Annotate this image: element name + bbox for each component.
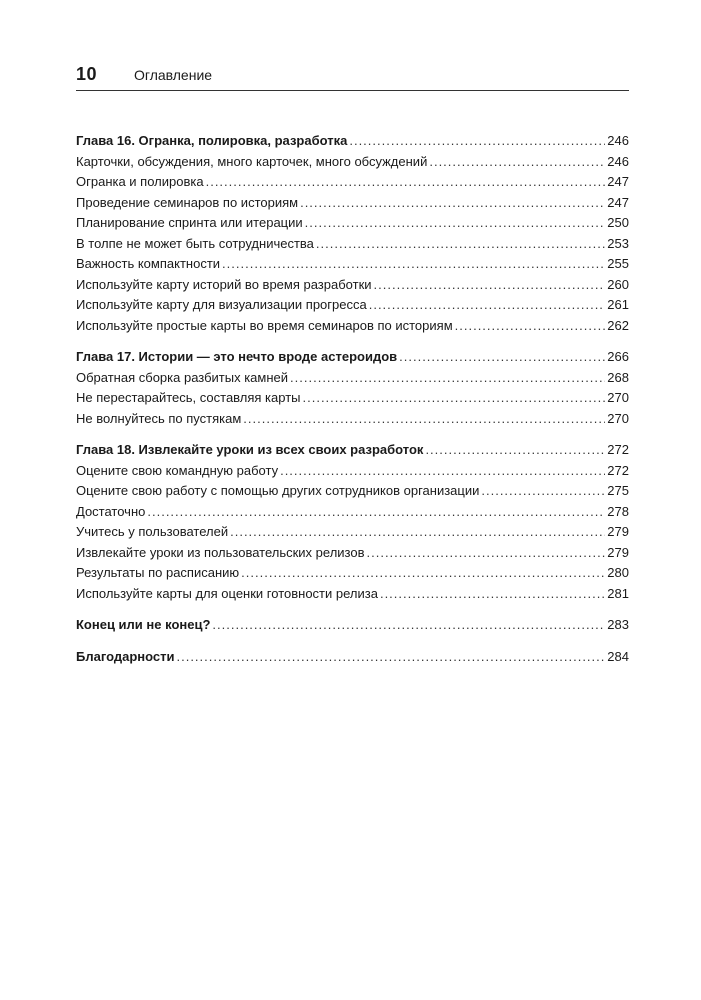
dot-leader — [425, 440, 605, 461]
toc-entry[interactable] — [76, 409, 629, 430]
dot-leader — [176, 647, 605, 668]
toc-page-number: 284 — [607, 648, 629, 664]
toc-chapter-title: Благодарности — [76, 648, 175, 664]
toc-page-number: 278 — [607, 503, 629, 519]
toc-entry-title: Извлекайте уроки из пользовательских релизов — [76, 544, 365, 560]
toc-page-number: 272 — [607, 442, 629, 457]
toc-entry-title: Результаты по расписанию — [76, 565, 240, 580]
toc-page-number: 246 — [607, 133, 629, 148]
toc-entry[interactable] — [76, 254, 629, 275]
toc-entry[interactable] — [76, 275, 629, 296]
toc-page-number: 247 — [607, 174, 629, 189]
toc-chapter-title: Глава 16. Огранка, полировка, разработка — [76, 133, 348, 148]
toc-page-number: 260 — [607, 276, 629, 292]
dot-leader — [212, 615, 605, 636]
toc-entry[interactable] — [76, 461, 629, 482]
toc-entry[interactable] — [76, 172, 629, 193]
running-title: Оглавление — [134, 67, 213, 83]
toc-chapter-title: Глава 17. Истории — это нечто вроде астероидов — [76, 349, 398, 364]
dot-leader — [349, 131, 605, 152]
toc-chapter-title: Конец или не конец? — [76, 617, 211, 632]
toc-page-number: 272 — [607, 462, 629, 478]
toc-page-number: 270 — [607, 390, 629, 405]
toc-page-number: 255 — [607, 256, 629, 271]
toc-entry[interactable] — [76, 522, 629, 543]
toc-page-number: 253 — [607, 235, 629, 251]
toc-entry-title: Используйте карту для визуализации прогресса — [76, 297, 367, 312]
toc-entry-title: Достаточно — [76, 503, 146, 519]
toc-entry-title: В толпе не может быть сотрудничества — [76, 235, 314, 251]
toc-page-number: 275 — [607, 483, 629, 498]
toc-page-number: 270 — [607, 410, 629, 426]
toc-entry[interactable] — [76, 481, 629, 502]
table-of-contents — [76, 131, 629, 678]
dot-leader — [241, 563, 605, 584]
toc-entry[interactable] — [76, 502, 629, 523]
dot-leader — [374, 275, 606, 296]
toc-entry-title: Используйте карты для оценки готовности релиза — [76, 585, 378, 601]
toc-section-chapter-18 — [76, 440, 629, 604]
dot-leader — [300, 193, 605, 214]
dot-leader — [230, 522, 605, 543]
page-header — [76, 62, 629, 91]
toc-chapter-entry[interactable] — [76, 440, 629, 461]
toc-entry[interactable] — [76, 152, 629, 173]
toc-entry-title: Учитесь у пользователей — [76, 524, 229, 539]
toc-page-number: 279 — [607, 524, 629, 539]
toc-entry[interactable] — [76, 388, 629, 409]
toc-entry-title: Не перестарайтесь, составляя карты — [76, 390, 301, 405]
dot-leader — [399, 347, 605, 368]
dot-leader — [369, 295, 606, 316]
toc-entry-title: Обратная сборка разбитых камней — [76, 369, 289, 385]
toc-entry-title: Оцените свою работу с помощью других сотрудников организации — [76, 483, 480, 498]
toc-entry[interactable] — [76, 234, 629, 255]
dot-leader — [455, 316, 606, 337]
toc-entry-title: Используйте карту историй во время разработки — [76, 276, 372, 292]
toc-section-end — [76, 615, 629, 636]
toc-chapter-title: Глава 18. Извлекайте уроки из всех своих разработок — [76, 442, 424, 457]
toc-entry-title: Используйте простые карты во время семинаров по историям — [76, 317, 453, 333]
dot-leader — [280, 461, 605, 482]
toc-entry[interactable] — [76, 563, 629, 584]
toc-page-number: 247 — [607, 194, 629, 210]
toc-entry-title: Огранка и полировка — [76, 174, 204, 189]
toc-entry[interactable] — [76, 368, 629, 389]
toc-section-chapter-17 — [76, 347, 629, 429]
toc-page-number: 281 — [607, 585, 629, 601]
toc-page-number: 268 — [607, 369, 629, 385]
dot-leader — [290, 368, 605, 389]
dot-leader — [429, 152, 605, 173]
toc-section-chapter-16 — [76, 131, 629, 336]
toc-entry-title: Оцените свою командную работу — [76, 462, 279, 478]
toc-entry[interactable] — [76, 316, 629, 337]
toc-entry[interactable] — [76, 543, 629, 564]
dot-leader — [147, 502, 605, 523]
toc-entry-title: Карточки, обсуждения, много карточек, много обсуждений — [76, 153, 428, 169]
dot-leader — [367, 543, 606, 564]
toc-entry-title: Не волнуйтесь по пустякам — [76, 410, 242, 426]
toc-page-number: 246 — [607, 153, 629, 169]
toc-chapter-entry[interactable] — [76, 615, 629, 636]
toc-page-number: 283 — [607, 617, 629, 632]
dot-leader — [380, 584, 605, 605]
toc-entry-title: Важность компактности — [76, 256, 221, 271]
dot-leader — [305, 213, 606, 234]
toc-chapter-entry[interactable] — [76, 647, 629, 668]
dot-leader — [206, 172, 606, 193]
dot-leader — [243, 409, 605, 430]
toc-section-acknowledgements — [76, 647, 629, 668]
toc-entry[interactable] — [76, 213, 629, 234]
toc-entry-title: Планирование спринта или итерации — [76, 215, 303, 230]
toc-page-number: 262 — [607, 317, 629, 333]
dot-leader — [316, 234, 605, 255]
dot-leader — [303, 388, 606, 409]
toc-page-number: 266 — [607, 349, 629, 364]
toc-entry[interactable] — [76, 584, 629, 605]
toc-page-number: 279 — [607, 544, 629, 560]
toc-entry-title: Проведение семинаров по историям — [76, 194, 299, 210]
toc-chapter-entry[interactable] — [76, 131, 629, 152]
dot-leader — [222, 254, 605, 275]
page-number: 10 — [76, 64, 98, 84]
toc-entry[interactable] — [76, 193, 629, 214]
toc-chapter-entry[interactable] — [76, 347, 629, 368]
toc-page-number: 261 — [607, 297, 629, 312]
toc-entry[interactable] — [76, 295, 629, 316]
toc-page-number: 250 — [607, 215, 629, 230]
toc-page-number: 280 — [607, 565, 629, 580]
dot-leader — [481, 481, 605, 502]
